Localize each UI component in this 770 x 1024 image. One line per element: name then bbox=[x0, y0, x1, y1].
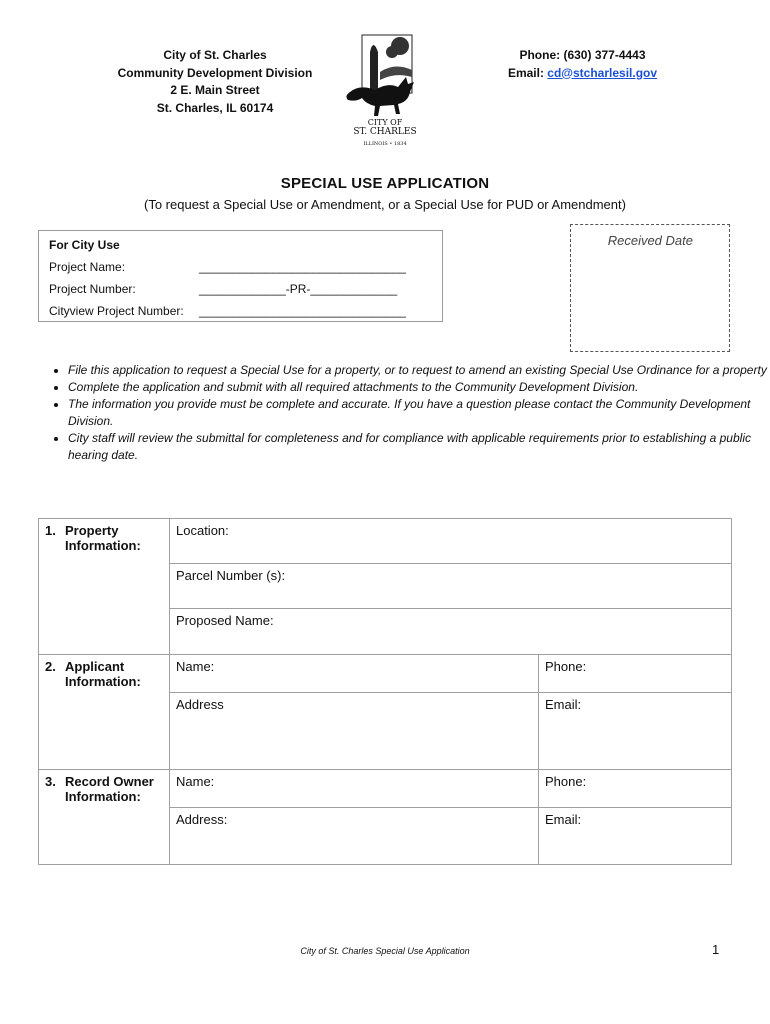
applicant-section-title: Applicant Information: bbox=[65, 659, 141, 689]
owner-phone-label: Phone: bbox=[545, 774, 587, 789]
applicant-address-field[interactable] bbox=[170, 693, 539, 770]
parcel-number-label: Parcel Number (s): bbox=[176, 568, 286, 583]
applicant-name-label: Name: bbox=[176, 659, 215, 674]
property-section-header: 1. Property Information: bbox=[39, 519, 170, 655]
email-label: Email: bbox=[507, 65, 548, 80]
applicant-name-field[interactable] bbox=[170, 655, 539, 693]
owner-name-field[interactable] bbox=[170, 770, 539, 808]
list-item: • City staff will review the submittal for completeness and for compliance with applicable requirements prior to establishing a public hearing date. bbox=[68, 430, 768, 464]
property-section-title: Property Information: bbox=[65, 523, 141, 553]
org-street: 2 E. Main Street bbox=[170, 83, 260, 97]
org-address-block bbox=[100, 47, 330, 117]
owner-section-header: 3. Record Owner Information: bbox=[39, 770, 170, 865]
project-number-label: Project Number: bbox=[49, 282, 136, 296]
page-number: 1 bbox=[712, 942, 720, 957]
instructions-list bbox=[30, 362, 768, 464]
page-subtitle: (To request a Special Use or Amendment, or a Special Use for PUD or Amendment) bbox=[144, 197, 626, 212]
owner-email-field[interactable] bbox=[539, 808, 732, 865]
fox-emblem-icon bbox=[340, 32, 430, 150]
owner-name-label: Name: bbox=[176, 774, 215, 789]
contact-block bbox=[500, 47, 665, 82]
city-logo bbox=[340, 32, 430, 150]
owner-address-field[interactable] bbox=[170, 808, 539, 865]
list-item: • The information you provide must be complete and accurate. If you have a question please contact the Community Development Division. bbox=[68, 396, 768, 430]
org-name: City of St. Charles bbox=[163, 48, 267, 62]
project-name-label: Project Name: bbox=[49, 260, 126, 274]
applicant-phone-label: Phone: bbox=[545, 659, 587, 674]
owner-phone-field[interactable] bbox=[539, 770, 732, 808]
applicant-section-header: 2. Applicant Information: bbox=[39, 655, 170, 770]
owner-email-label: Email: bbox=[545, 812, 582, 827]
cityview-number-label: Cityview Project Number: bbox=[49, 304, 184, 318]
list-item: • Complete the application and submit with all required attachments to the Community Development Division. bbox=[68, 379, 768, 396]
org-division: Community Development Division bbox=[117, 65, 313, 80]
received-date-label: Received Date bbox=[607, 233, 693, 248]
proposed-name-label: Proposed Name: bbox=[176, 613, 274, 628]
contact-phone: Phone: (630) 377-4443 bbox=[519, 48, 646, 62]
svg-text:ST. CHARLES: ST. CHARLES bbox=[353, 127, 417, 137]
email-link[interactable]: cd@stcharlesil.gov bbox=[547, 65, 658, 80]
svg-text:ILLINOIS • 1834: ILLINOIS • 1834 bbox=[363, 141, 407, 147]
org-city: St. Charles, IL 60174 bbox=[156, 100, 274, 115]
contact-email-line bbox=[500, 65, 665, 83]
applicant-address-label: Address bbox=[176, 697, 224, 712]
project-name-field[interactable]: _______________________________ bbox=[199, 260, 406, 274]
city-use-box bbox=[38, 230, 443, 322]
applicant-email-label: Email: bbox=[545, 697, 582, 712]
location-field[interactable] bbox=[170, 519, 732, 564]
owner-address-label: Address: bbox=[176, 812, 228, 827]
city-use-heading: For City Use bbox=[49, 238, 120, 252]
page-footer: City of St. Charles Special Use Application bbox=[300, 946, 470, 956]
received-date-box bbox=[570, 224, 730, 352]
svg-text:CITY OF: CITY OF bbox=[367, 118, 403, 127]
applicant-phone-field[interactable] bbox=[539, 655, 732, 693]
application-form-table bbox=[38, 518, 732, 865]
page-title: SPECIAL USE APPLICATION bbox=[280, 175, 490, 192]
cityview-number-field[interactable]: _______________________________ bbox=[199, 304, 406, 318]
applicant-email-field[interactable] bbox=[539, 693, 732, 770]
project-number-field[interactable]: _____________-PR-_____________ bbox=[199, 282, 398, 296]
proposed-name-field[interactable] bbox=[170, 609, 732, 655]
parcel-number-field[interactable] bbox=[170, 564, 732, 609]
list-item: • File this application to request a Special Use for a property, or to request to amend an existing Special Use Ordinance for a property bbox=[68, 362, 768, 379]
owner-section-title: Record Owner Information: bbox=[65, 774, 154, 804]
location-label: Location: bbox=[176, 523, 229, 538]
